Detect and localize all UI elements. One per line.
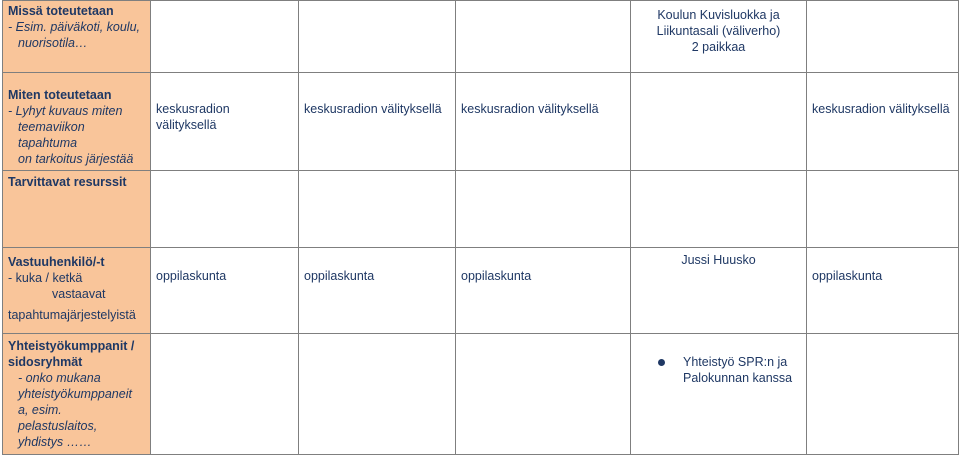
cell-partners-3[interactable] [456,334,631,455]
cell-responsible-6[interactable] [807,248,959,334]
how-1-line1: keskusradion [156,102,230,116]
how-2-text: keskusradion välityksellä [304,102,442,116]
cell-how-2[interactable] [299,73,456,171]
cell-responsible-3[interactable] [456,248,631,334]
where-5-line1: Koulun Kuvisluokka ja [657,8,780,22]
event-planning-table [2,0,959,455]
label-responsible-title: Vastuuhenkilö/-t [8,255,105,269]
partners-5-text [683,354,792,386]
cell-resources-3[interactable] [456,171,631,248]
cell-how-3[interactable] [456,73,631,171]
responsible-5-text: Jussi Huusko [681,253,756,267]
cell-responsible-1[interactable] [151,248,299,334]
label-partners-desc-2: yhteistyökumppaneit [18,387,132,401]
cell-responsible-2[interactable] [299,248,456,334]
cell-resources-2[interactable] [299,171,456,248]
cell-partners-1[interactable] [151,334,299,455]
label-responsible-desc-2: vastaavat [52,287,106,301]
row-resources [3,171,959,248]
label-how-title: Miten toteutetaan [8,88,112,102]
label-partners-desc-1: - onko mukana [18,371,101,385]
label-responsible-desc-3: tapahtumajärjestelyistä [8,308,136,322]
label-where [3,1,151,73]
cell-resources-5[interactable] [631,171,807,248]
cell-partners-6[interactable] [807,334,959,455]
label-resources [3,171,151,248]
cell-where-3[interactable] [456,1,631,73]
cell-how-1[interactable] [151,73,299,171]
row-partners [3,334,959,455]
responsible-2-text: oppilaskunta [304,269,375,283]
responsible-1-text: oppilaskunta [156,269,227,283]
label-partners-title-2: sidosryhmät [8,355,83,369]
label-how [3,73,151,171]
partners-5-bullet-item [636,354,801,386]
cell-where-1[interactable] [151,1,299,73]
label-partners-desc-3: a, esim. [18,403,62,417]
cell-where-2[interactable] [299,1,456,73]
how-3-text: keskusradion välityksellä [461,102,599,116]
cell-how-5[interactable] [631,73,807,171]
label-responsible-desc-1: - kuka / ketkä [8,271,83,285]
label-how-desc-2: teemaviikon tapahtuma [18,120,85,150]
cell-responsible-5[interactable] [631,248,807,334]
row-where [3,1,959,73]
partners-5-line2: Palokunnan kanssa [683,371,793,385]
label-how-desc-3: on tarkoitus järjestää [18,152,134,166]
label-how-desc-1: - Lyhyt kuvaus miten [8,104,123,118]
responsible-6-text: oppilaskunta [812,269,883,283]
label-where-title: Missä toteutetaan [8,4,114,18]
cell-where-6[interactable] [807,1,959,73]
where-5-line3: 2 paikkaa [691,40,746,54]
label-partners [3,334,151,455]
cell-resources-1[interactable] [151,171,299,248]
bullet-icon [658,359,665,366]
cell-resources-6[interactable] [807,171,959,248]
label-where-desc-2: nuorisotila… [18,36,88,50]
cell-where-5[interactable] [631,1,807,73]
cell-partners-2[interactable] [299,334,456,455]
responsible-3-text: oppilaskunta [461,269,532,283]
label-resources-title: Tarvittavat resurssit [8,175,127,189]
partners-5-line1: Yhteistyö SPR:n ja [683,355,788,369]
label-partners-desc-4: pelastuslaitos, [18,419,98,433]
label-partners-desc-5: yhdistys …… [18,435,92,449]
cell-how-6[interactable] [807,73,959,171]
row-how [3,73,959,171]
label-responsible [3,248,151,334]
how-6-text: keskusradion välityksellä [812,102,950,116]
cell-partners-5[interactable] [631,334,807,455]
label-where-desc-1: - Esim. päiväkoti, koulu, [8,20,140,34]
row-responsible [3,248,959,334]
where-5-line2: Liikuntasali (väliverho) [656,24,781,38]
how-1-line2: välityksellä [156,118,217,132]
label-partners-title-1: Yhteistyökumppanit / [8,339,135,353]
